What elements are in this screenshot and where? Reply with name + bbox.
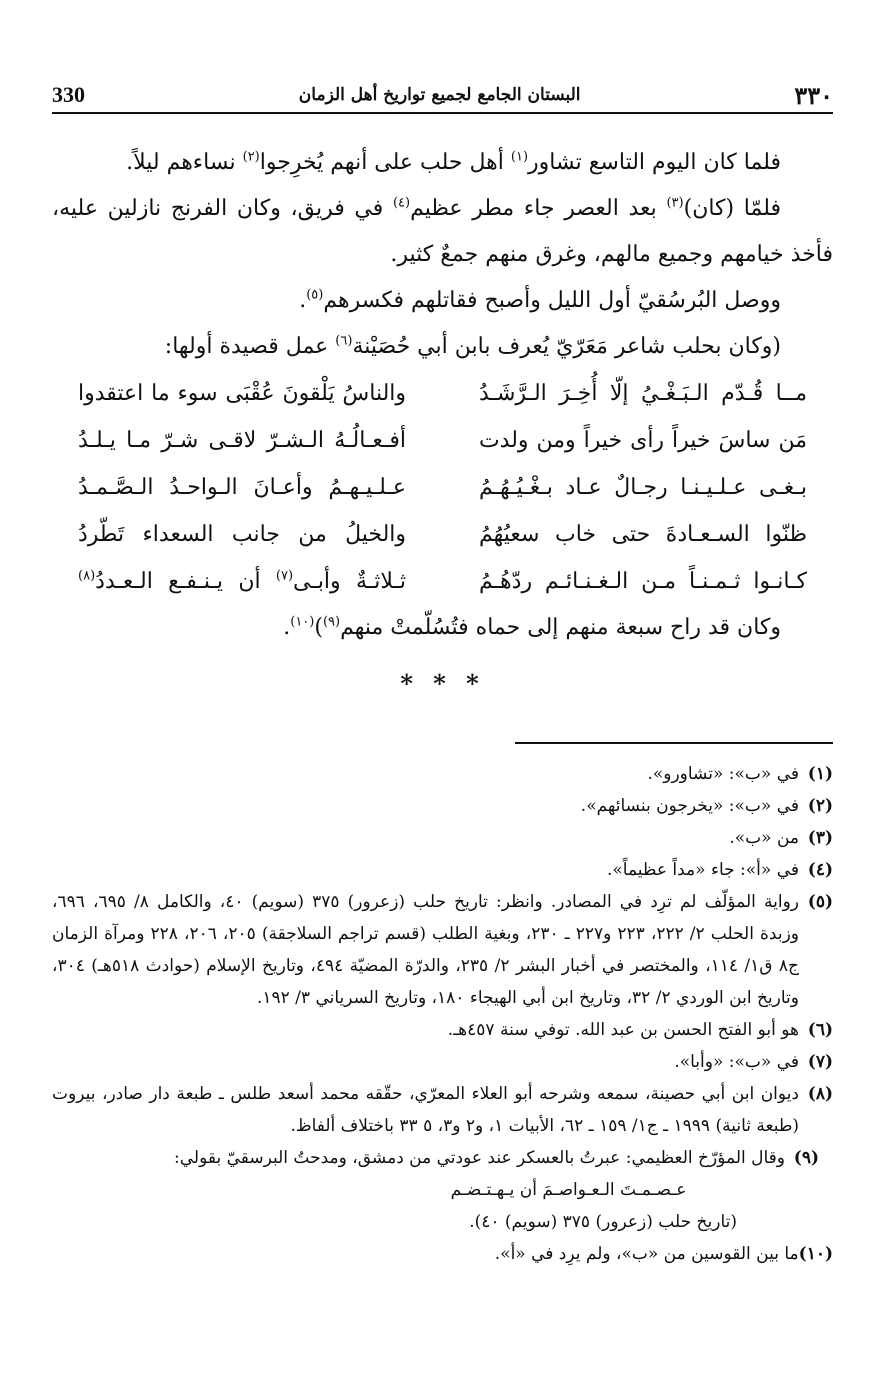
text-run: في فريق، وكان الفرنج نازلين عليه، فأخذ خيامهم وجميع مالهم، وغرق منهم جمعٌ كثير.	[52, 196, 833, 267]
page-header	[52, 78, 833, 114]
footnote-number: (٨)	[807, 1084, 833, 1104]
footnote-text: في «ب»: «تشاورو».	[647, 764, 799, 784]
text-run: )	[314, 615, 323, 640]
main-text	[52, 140, 833, 698]
poem-verse	[52, 558, 833, 605]
text-run: نساءهم ليلاً.	[126, 150, 243, 175]
verse-first-hemistich: ظنّوا السـعـادةَ حتى خاب سعيُهُمُ	[478, 522, 807, 547]
footnote	[52, 758, 833, 790]
footnote-text	[52, 1142, 785, 1238]
paragraph-5	[52, 605, 833, 651]
text-run: فلما كان اليوم التاسع تشاور	[528, 150, 781, 175]
footnote-ref-7: (٧)	[275, 568, 294, 584]
verse-second-hemistich: والخيلُ من جانب السعداء تَطّردُ	[78, 522, 407, 547]
footnote-text: ما بين القوسين من «ب»، ولم يرِد في «أ».	[494, 1244, 799, 1264]
paragraph-3	[52, 278, 833, 324]
footnote	[52, 1014, 833, 1046]
footnote-ref-9: (٩)	[322, 614, 341, 630]
text-run: بعد العصر جاء مطر عظيم	[410, 196, 667, 221]
footnote-text: من «ب».	[729, 828, 799, 848]
footnote-verse: عـصـمـتَ الـعـواصـمَ أن يـهـتـضـم	[450, 1180, 687, 1200]
footnote-ref-4: (٤)	[392, 195, 411, 211]
footnote	[52, 1238, 833, 1270]
section-separator: * * *	[400, 669, 485, 698]
footnote-number: (٤)	[807, 860, 833, 880]
footnote-number: (٢)	[807, 796, 833, 816]
text-run: .	[299, 288, 307, 313]
verse-first-hemistich: بـغـى عـلـيـنـا رجـالٌ عـاد بـغْـيُـهُـمُ	[478, 475, 807, 500]
footnote	[52, 1078, 833, 1142]
page-number-arabic: ٣٣٠	[794, 80, 833, 110]
footnote	[52, 1046, 833, 1078]
text-run: فلمّا (كان)	[683, 196, 782, 221]
verse-first-hemistich: كـانـوا ثـمـنـاً مـن الـغـنـائـم ردّهُـمُ	[478, 569, 807, 594]
text-run: أهل حلب على أنهم يُخرِجوا	[259, 150, 511, 175]
footnote-ref-10: (١٠)	[290, 614, 315, 630]
text-run: ثـلاثـةٌ وأبـى	[293, 569, 407, 594]
poem-verse	[52, 511, 833, 558]
footnote	[52, 822, 833, 854]
footnote-text-run: وقال المؤرّخ العظيمي: عبرتُ بالعسكر عند عودتي من دمشق، ومدحتُ البرسقيّ بقولي:	[174, 1148, 785, 1168]
text-run: أن يـنـفـع الـعـددُ	[95, 569, 276, 594]
poem-verse	[52, 464, 833, 511]
footnote	[52, 886, 833, 1014]
footnote	[52, 854, 833, 886]
verse-first-hemistich: مــا قُـدّم الـبَـغْـيُ إلّا أُخِـرَ الـرَّشَـدُ	[478, 381, 807, 406]
text-run: (وكان بحلب شاعر مَعَرّيّ يُعرف بابن أبي حُصَيْنة	[352, 334, 781, 359]
footnote-text: هو أبو الفتح الحسن بن عبد الله. توفي سنة ٤٥٧هـ.	[447, 1020, 799, 1040]
paragraph-1	[52, 140, 833, 186]
running-title: البستان الجامع لجميع تواريخ أهل الزمان	[298, 85, 581, 105]
footnote-ref-1: (١)	[510, 149, 529, 165]
footnote-text: ديوان ابن أبي حصينة، سمعه وشرحه أبو العلاء المعرّي، حقّقه محمد أسعد طلس ـ طبعة دار صادر، بيروت (طبعة ثانية) ١٩٩٩ ـ ج١/ ١٥٩ ـ ٦٢، الأبيات ١، و٢ و٣، ٥ ٣٣ باختلاف ألفاظ.	[52, 1084, 799, 1136]
footnote-ref-5: (٥)	[306, 287, 324, 303]
footnote-text: في «ب»: «يخرجون بنسائهم».	[580, 796, 799, 816]
poem-verse	[52, 370, 833, 417]
verse-second-hemistich	[78, 558, 406, 605]
footnote-divider	[515, 742, 833, 744]
poem	[52, 370, 833, 605]
footnote-number: (١٠)	[798, 1244, 833, 1264]
text-run: ووصل البُرسُقيّ أول الليل وأصبح فقاتلهم فكسرهم	[323, 288, 781, 313]
footnote-ref-6: (٦)	[335, 333, 353, 349]
verse-second-hemistich: والناسُ يَلْقونَ عُقْبَى سوء ما اعتقدوا	[78, 381, 407, 406]
footnote-number: (٥)	[807, 892, 833, 912]
verse-first-hemistich: مَن ساسَ خيراً رأى خيراً ومن ولدت	[478, 428, 807, 453]
text-run: عمل قصيدة أولها:	[164, 334, 336, 359]
page-number-latin: 330	[52, 82, 85, 107]
verse-second-hemistich: عـلـيـهـمُ وأعـانَ الـواحـدُ الـصَّـمـدُ	[78, 475, 407, 500]
footnote	[52, 1142, 833, 1238]
text-run: وكان قد راح سبعة منهم إلى حماه فتُسُلّمتْ منهم	[340, 615, 781, 640]
footnote-text: رواية المؤلّف لم ترِد في المصادر. وانظر: تاريخ حلب (زعرور) ٣٧٥ (سويم) ٤٠، والكامل ٨/ ٦٩٥، ٦٩٦، وزبدة الحلب ٢/ ٢٢٢، ٢٢٣ و٢٢٧ ـ ٢٣٠، وبغية الطلب (قسم تراجم السلاجقة) ٢٠٥، ٢٠٦، ٢٢٨ ومرآة الزمان ج٨ ق١/ ١١٤، والمختصر في أخبار البشر ٢/ ٢٣٥، والدرّة المضيّة ٤٩٤، وتاريخ الإسلام (حوادث ٥١٨هـ) ٣٠٤، وتاريخ ابن الوردي ٢/ ٣٢، وتاريخ ابن أبي الهيجاء ١٨٠، وتاريخ السرياني ٣/ ١٩٢.	[52, 892, 799, 1008]
footnote-number: (٩)	[793, 1148, 819, 1168]
footnote-reference: (تاريخ حلب (زعرور) ٣٧٥ (سويم) ٤٠).	[469, 1212, 737, 1232]
verse-second-hemistich: أفـعـالُـهُ الـشـرّ لاقـى شـرّ مـا يـلـدُ	[78, 428, 407, 453]
footnote-ref-2: (٢)	[242, 149, 260, 165]
paragraph-4	[52, 324, 833, 370]
footnote-ref-8: (٨)	[78, 568, 96, 584]
footnote-text: في «أ»: جاء «مداً عظيماً».	[606, 860, 799, 880]
footnote-number: (٣)	[807, 828, 833, 848]
text-run: .	[283, 615, 291, 640]
poem-verse	[52, 417, 833, 464]
footnote-number: (١)	[807, 764, 833, 784]
footnote-number: (٧)	[807, 1052, 833, 1072]
footnote	[52, 790, 833, 822]
footnote-text: في «ب»: «وأبا».	[674, 1052, 799, 1072]
footnote-number: (٦)	[807, 1020, 833, 1040]
footnotes	[52, 758, 833, 1270]
footnote-ref-3: (٣)	[666, 195, 684, 211]
paragraph-2	[52, 186, 833, 278]
